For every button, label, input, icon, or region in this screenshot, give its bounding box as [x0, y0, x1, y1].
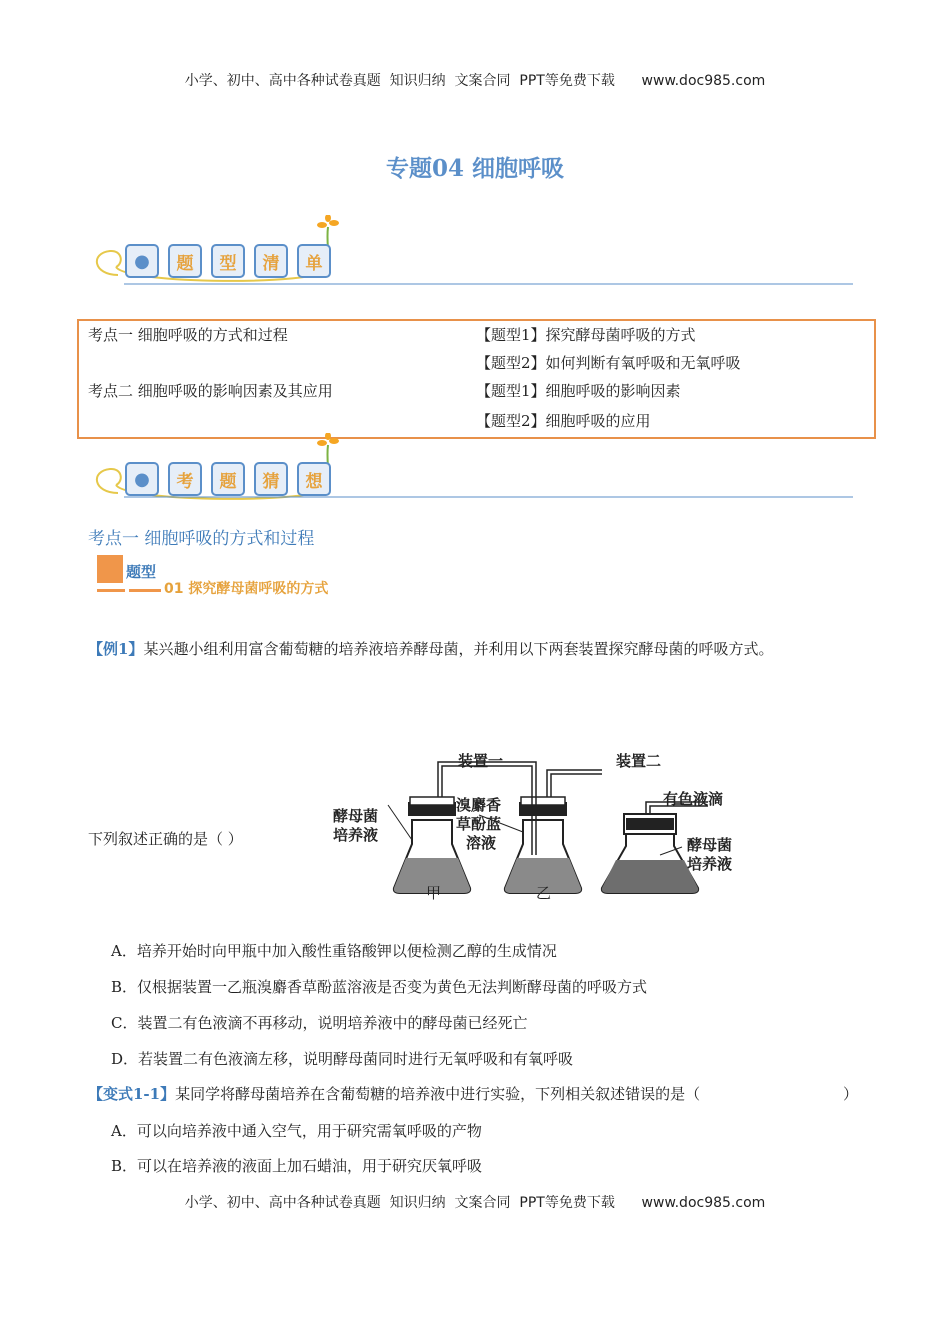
variant-option-b: B．可以在培养液的液面上加石蜡油，用于研究厌氧呼吸 — [111, 1157, 483, 1175]
variant-stem-text: 某同学将酵母菌培养在含葡萄糖的培养液中进行实验，下列相关叙述错误的是（ — [175, 1085, 701, 1103]
type-label: 题型 — [126, 563, 157, 581]
type-underline — [97, 589, 125, 592]
indicator-label-line: 草酚蓝 — [456, 815, 502, 833]
yeast2-label — [687, 836, 732, 874]
yeast-label-line: 酵母菌 — [333, 807, 379, 825]
list-right-item: 【题型2】细胞呼吸的应用 — [476, 412, 651, 430]
option-a: A．培养开始时向甲瓶中加入酸性重铬酸钾以便检测乙醇的生成情况 — [111, 942, 557, 960]
type-topic: 01 探究酵母菌呼吸的方式 — [164, 581, 329, 597]
device1-label: 装置一 — [458, 752, 504, 770]
list-right-item: 【题型2】如何判断有氧呼吸和无氧呼吸 — [476, 354, 741, 372]
banner-question-predictions — [88, 433, 858, 508]
banner-tile: 清 — [254, 244, 288, 278]
list-right-item: 【题型1】探究酵母菌呼吸的方式 — [476, 326, 696, 344]
banner-tile: 型 — [211, 244, 245, 278]
yeast-label — [333, 807, 378, 845]
list-left-item: 考点二 细胞呼吸的影响因素及其应用 — [88, 382, 333, 400]
droplet-label: 有色液滴 — [663, 790, 724, 808]
page-title: 专题04 细胞呼吸 — [385, 155, 564, 182]
example-stem-text: 某兴趣小组利用富含葡萄糖的培养液培养酵母菌，并利用以下两套装置探究酵母菌的呼吸方式。 — [143, 640, 774, 658]
example-stem — [88, 638, 773, 659]
banner-tile: 题 — [168, 244, 202, 278]
question-type-list — [77, 319, 876, 439]
list-right-item: 【题型1】细胞呼吸的影响因素 — [476, 382, 681, 400]
banner-tile: 猜 — [254, 462, 288, 496]
yeast2-label-line: 酵母菌 — [687, 836, 733, 854]
indicator-label-line: 溴麝香 — [456, 796, 502, 814]
banner-tile: 想 — [297, 462, 331, 496]
example-tag: 【例1】 — [88, 640, 144, 658]
yeast2-label-line: 培养液 — [687, 855, 733, 873]
device2-label: 装置二 — [616, 752, 662, 770]
banner-dot-icon: ● — [125, 244, 159, 278]
variant-option-a: A．可以向培养液中通入空气，用于研究需氧呼吸的产物 — [111, 1122, 482, 1140]
apparatus-figure — [330, 740, 750, 910]
page-header: 小学、初中、高中各种试卷真题 知识归纳 文案合同 PPT等免费下载 www.doc985.com — [184, 73, 766, 89]
banner-tile: 单 — [297, 244, 331, 278]
flask-yi-label: 乙 — [536, 884, 552, 902]
flask-jia-label: 甲 — [426, 884, 442, 902]
variant-close-paren: ） — [843, 1085, 859, 1103]
banner-dot-icon: ● — [125, 462, 159, 496]
banner-question-types — [88, 215, 858, 290]
variant-tag: 【变式1-1】 — [88, 1085, 176, 1103]
type-marker-block — [97, 555, 123, 583]
variant-stem — [88, 1083, 700, 1104]
indicator-label-line: 溶液 — [466, 834, 497, 852]
section-heading: 考点一 细胞呼吸的方式和过程 — [88, 529, 315, 549]
banner-tile: 考 — [168, 462, 202, 496]
example-question: 下列叙述正确的是（ ） — [88, 830, 243, 848]
page-footer: 小学、初中、高中各种试卷真题 知识归纳 文案合同 PPT等免费下载 www.doc985.com — [184, 1195, 766, 1211]
type-underline — [129, 589, 161, 592]
yeast-label-line: 培养液 — [333, 826, 379, 844]
option-b: B．仅根据装置一乙瓶溴麝香草酚蓝溶液是否变为黄色无法判断酵母菌的呼吸方式 — [111, 978, 648, 996]
indicator-label — [456, 796, 501, 853]
option-d: D．若装置二有色液滴左移，说明酵母菌同时进行无氧呼吸和有氧呼吸 — [111, 1050, 574, 1068]
banner-tile: 题 — [211, 462, 245, 496]
list-left-item: 考点一 细胞呼吸的方式和过程 — [88, 326, 288, 344]
option-c: C．装置二有色液滴不再移动，说明培养液中的酵母菌已经死亡 — [111, 1014, 528, 1032]
